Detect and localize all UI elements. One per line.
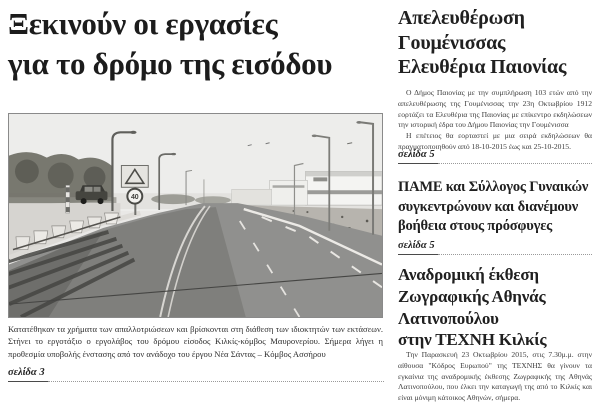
article-1-page-reference xyxy=(398,149,592,164)
secondary-articles-column xyxy=(398,0,592,403)
article-3-headline-line-1: Αναδρομική έκθεση xyxy=(398,265,539,284)
article-1-headline-line-2: Γουμένισσας xyxy=(398,31,506,54)
article-3-headline xyxy=(398,264,592,351)
lead-headline xyxy=(8,4,384,83)
lead-article xyxy=(8,0,384,400)
road-construction-photo xyxy=(8,113,383,318)
article-1-headline xyxy=(398,6,592,80)
article-3-headline-line-2: Ζωγραφικής Αθηνάς xyxy=(398,286,546,306)
dotted-rule xyxy=(48,367,384,382)
dotted-rule xyxy=(438,240,592,255)
article-1-paragraph: Η επέτειος θα εορταστεί με μια σειρά εκδηλώσεων θα πραγματοποιηθούν από 18-10-2015 έως και 25-10-2015. xyxy=(398,131,592,151)
photo-striped-pole xyxy=(66,185,70,213)
lead-page-reference-label: σελίδα 3 xyxy=(8,367,48,382)
article-3-headline-line-3: Λατινοπούλου xyxy=(398,308,499,328)
road-photo-illustration xyxy=(9,114,382,317)
lead-page-reference xyxy=(8,367,384,382)
article-3-body xyxy=(398,350,592,404)
article-2-headline-line-3: βοήθεια στους πρόσφυγες xyxy=(398,218,553,235)
article-1-paragraph: Ο Δήμος Παιονίας με την συμπλήρωση 103 ετών από την απελευθέρωσης της Γουμένισσας την 23η Οκτωβρίου 1912 εορτάζει τα Ελευθέρια της Παιονίας με επίκεντρο εκδηλώσεων την ιστορική έδρα του Δήμου Παιονίας την Γουμένισσα xyxy=(398,88,592,130)
article-2-headline-line-2: συγκεντρώνουν και διανέμουν xyxy=(398,198,579,215)
photo-caption: Κατατέθηκαν τα χρήματα των απαλλοτριώσεων και βρίσκονται στη διάθεση των ιδιοκτητών των εκτάσεων. Στήνει το εργοτάξιο ο εργολάβος του δρόμου είσοδος Κιλκίς-κόμβος Μαυρονερίου. Σήμερα λήγει η προθεσμία υποβολής ένστασης από τον ανάδοχο του έργου Νέα Σάντας – Κόμβος Ασσήρου xyxy=(8,324,383,359)
article-3-paragraph: Την Παρασκευή 23 Οκτωβρίου 2015, στις 7.30μ.μ. στην αίθουσα "Κόδρος Ευρωπού" της ΤΕΧΝΗΣ θα γίνουν τα εγκαίνια της αναδρομικής έκθεσης Ζωγραφικής της Αθηνάς Λατινοπούλου, που έλκει την καταγωγή της από το Κιλκίς και είναι μόνιμη κάτοικος Αθηνών, σήμερα. xyxy=(398,350,592,403)
dotted-rule xyxy=(438,149,592,164)
article-1-page-reference-label: σελίδα 5 xyxy=(398,149,438,164)
article-2-page-reference-label: σελίδα 5 xyxy=(398,240,438,255)
article-2-page-reference xyxy=(398,240,592,255)
lead-headline-line-2: για το δρόμο της εισόδου xyxy=(8,45,333,81)
article-1-headline-line-1: Απελευθέρωση xyxy=(398,7,525,29)
article-1-headline-line-3: Ελευθέρια Παιονίας xyxy=(398,56,567,79)
article-2-headline xyxy=(398,178,592,237)
article-1-body xyxy=(398,88,592,153)
speed-limit-sign-value: 40 xyxy=(130,193,139,201)
article-3-headline-line-4: στην ΤΕΧΝΗ Κιλκίς xyxy=(398,330,547,350)
lead-headline-line-1: Ξεκινούν οι εργασίες xyxy=(8,6,278,41)
article-2-headline-line-1: ΠΑΜΕ και Σύλλογος Γυναικών xyxy=(398,179,589,195)
